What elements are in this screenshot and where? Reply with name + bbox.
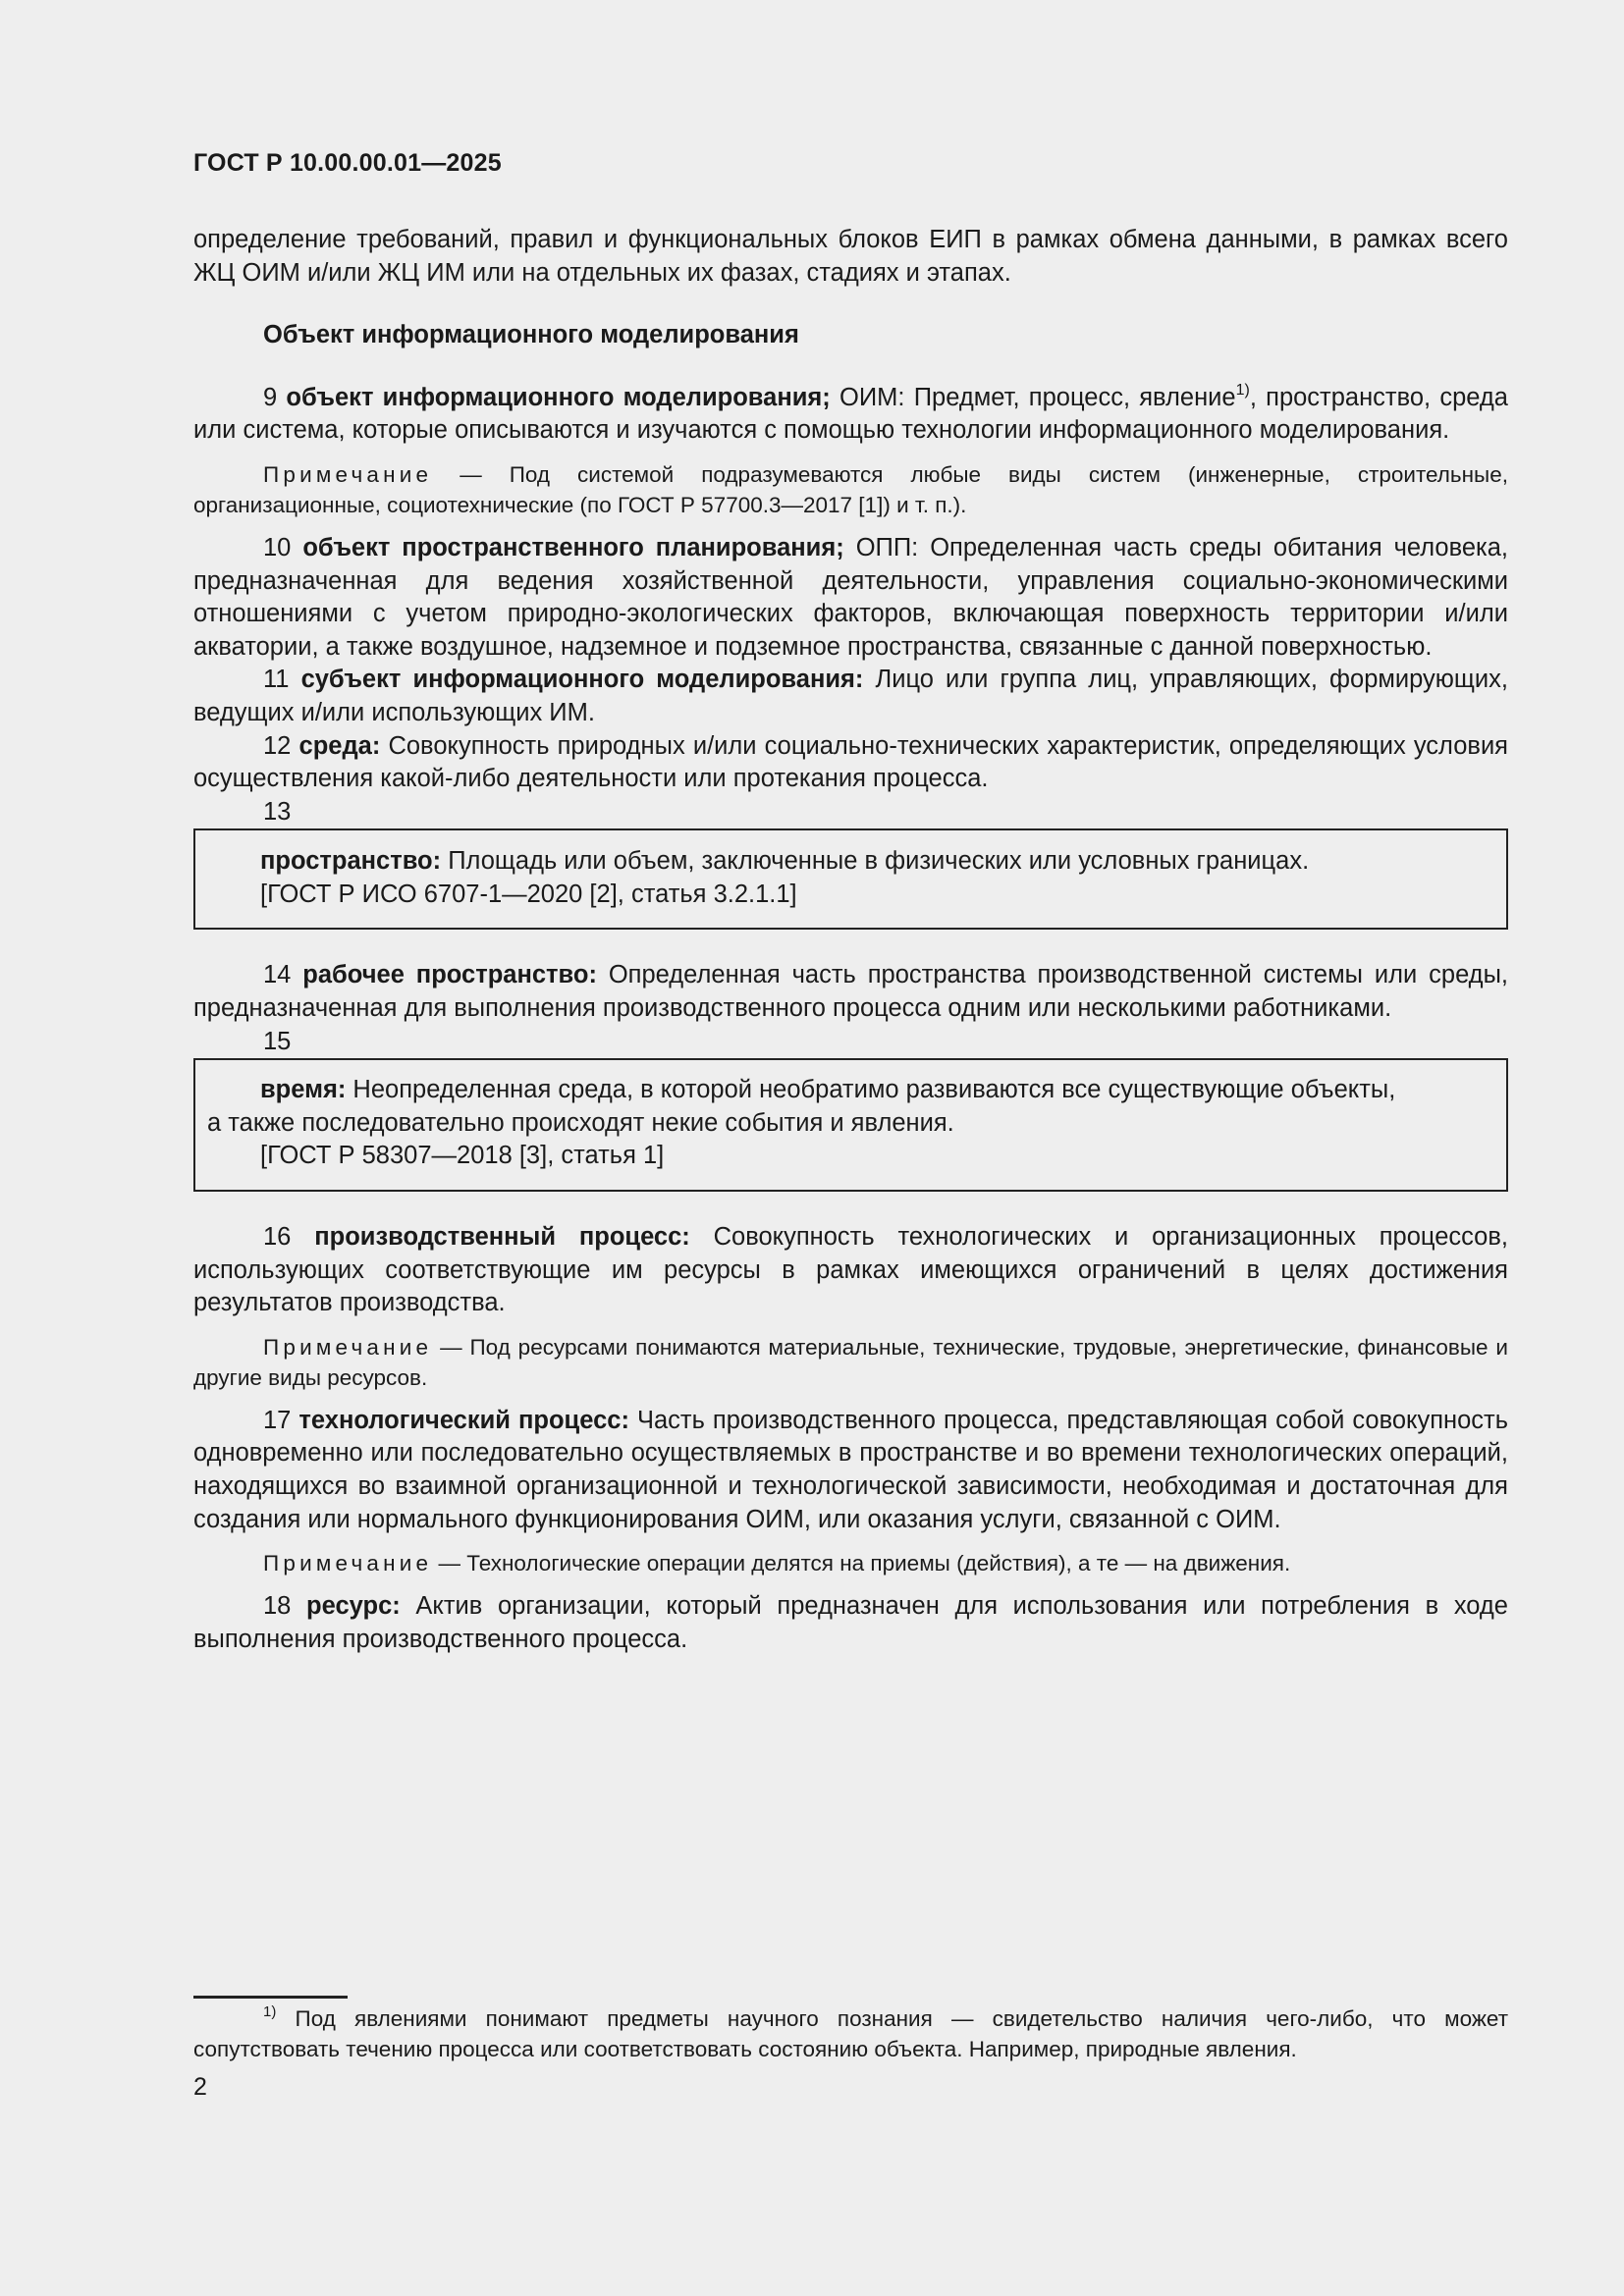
document-body bbox=[193, 224, 1508, 1656]
term-name: рабочее пространство: bbox=[302, 961, 597, 989]
term-number: 17 bbox=[263, 1406, 292, 1434]
page-number: 2 bbox=[193, 2073, 207, 2101]
note-16 bbox=[193, 1332, 1508, 1393]
footnote-mark: 1) bbox=[263, 2003, 277, 2020]
term-number: 14 bbox=[263, 961, 292, 989]
term-definition-continued: , пространство, среда или система, которые описываются и изучаются с помощью технологии информационного моделирования. bbox=[193, 383, 1508, 445]
term-definition: Площадь или объем, заключенные в физических или условных границах. bbox=[441, 847, 1310, 876]
footnote-reference: 1) bbox=[1235, 381, 1250, 399]
term-definition: Актив организации, который предназначен для использования или потребления в ходе выполнения производственного процесса. bbox=[193, 1592, 1508, 1653]
footnote-text: Под явлениями понимают предметы научного познания — свидетельство наличия чего-либо, что может сопутствовать течению процесса или соответствовать состоянию объекта. Например, природные явления. bbox=[193, 2006, 1508, 2061]
term-name: пространство: bbox=[260, 847, 442, 876]
term-13-number: 13 bbox=[263, 797, 292, 826]
term-number: 18 bbox=[263, 1592, 292, 1621]
footnote-separator bbox=[193, 1996, 348, 1999]
term-17 bbox=[193, 1405, 1508, 1536]
term-definition: Неопределенная среда, в которой необратимо развиваются все существующие объекты, bbox=[346, 1076, 1396, 1104]
note-label: Примечание bbox=[263, 461, 433, 487]
term-name: время: bbox=[260, 1076, 347, 1104]
term-name: ресурс: bbox=[306, 1592, 401, 1621]
note-text: — Технологические операции делятся на приемы (действия), а те — на движения. bbox=[432, 1551, 1291, 1576]
term-15-box bbox=[193, 1058, 1508, 1192]
term-definition: Совокупность технологических и организационных процессов, использующих соответствующие им ресурсы в рамках имеющихся ограничений в целях достижения результатов производства. bbox=[193, 1223, 1508, 1317]
term-13-definition-line bbox=[207, 845, 1494, 879]
term-definition: ОИМ: Предмет, процесс, явление bbox=[830, 383, 1236, 411]
term-name: технологический процесс: bbox=[298, 1406, 629, 1434]
term-13-source: [ГОСТ Р ИСО 6707-1—2020 [2], статья 3.2.1.1] bbox=[260, 880, 797, 908]
note-text: — Под системой подразумеваются любые виды систем (инженерные, строительные, организационные, социотехнические (по ГОСТ Р 57700.3—2017 [1]) и т. п.). bbox=[193, 461, 1508, 517]
note-label: Примечание bbox=[263, 1334, 433, 1360]
term-15-definition-line-2: а также последовательно происходят некие события и явления. bbox=[207, 1108, 954, 1137]
term-definition: ОПП: Определенная часть среды обитания человека, предназначенная для ведения хозяйственной деятельности, управления социально-экономическими отношениями с учетом природно-экологических факторов, включающая поверхность территории и/или акватории, а также воздушное, надземное и подземное пространства, связанные с данной поверхностью. bbox=[193, 533, 1508, 661]
term-definition: Лицо или группа лиц, управляющих, формирующих, ведущих и/или использующих ИМ. bbox=[193, 666, 1508, 726]
document-header: ГОСТ Р 10.00.00.01—2025 bbox=[193, 149, 502, 177]
term-name: производственный процесс: bbox=[314, 1223, 690, 1252]
term-number: 9 bbox=[263, 383, 278, 411]
term-definition: Совокупность природных и/или социально-технических характеристик, определяющих условия осуществления какой-либо деятельности или протекания процесса. bbox=[193, 731, 1508, 793]
term-definition: Определенная часть пространства производственной системы или среды, предназначенная для выполнения производственного процесса одним или несколькими работниками. bbox=[193, 961, 1508, 1022]
term-number: 10 bbox=[263, 533, 292, 561]
note-9 bbox=[193, 459, 1508, 520]
note-17 bbox=[193, 1548, 1508, 1578]
note-label: Примечание bbox=[263, 1551, 433, 1576]
term-13-box bbox=[193, 828, 1508, 930]
term-number: 16 bbox=[263, 1223, 292, 1252]
footnote bbox=[193, 2003, 1508, 2064]
term-name: объект пространственного планирования; bbox=[302, 533, 844, 561]
term-12 bbox=[193, 730, 1508, 796]
term-definition: Часть производственного процесса, представляющая собой совокупность одновременно или последовательно осуществляемых в пространстве и во времени технологических операций, находящихся во взаимной организационной и технологической зависимости, необходимая и достаточная для создания или нормального функционирования ОИМ, или оказания услуги, связанной с ОИМ. bbox=[193, 1406, 1508, 1533]
term-11 bbox=[193, 664, 1508, 729]
term-15-source: [ГОСТ Р 58307—2018 [3], статья 1] bbox=[260, 1142, 665, 1170]
term-14 bbox=[193, 959, 1508, 1025]
term-15-definition-line bbox=[207, 1074, 1494, 1107]
term-name: субъект информационного моделирования: bbox=[300, 666, 864, 694]
term-number: 11 bbox=[263, 666, 290, 694]
term-name: объект информационного моделирования; bbox=[286, 383, 831, 411]
term-10 bbox=[193, 532, 1508, 664]
section-title: Объект информационного моделирования bbox=[263, 321, 799, 349]
term-16 bbox=[193, 1221, 1508, 1320]
term-name: среда: bbox=[298, 731, 381, 760]
term-9 bbox=[193, 382, 1508, 448]
intro-paragraph: определение требований, правил и функциональных блоков ЕИП в рамках обмена данными, в рамках всего ЖЦ ОИМ и/или ЖЦ ИМ или на отдельных их фазах, стадиях и этапах. bbox=[193, 226, 1508, 287]
note-text: — Под ресурсами понимаются материальные, технические, трудовые, энергетические, финансовые и другие виды ресурсов. bbox=[193, 1334, 1508, 1390]
term-number: 12 bbox=[263, 731, 292, 760]
term-18 bbox=[193, 1590, 1508, 1656]
term-15-number: 15 bbox=[263, 1027, 292, 1055]
